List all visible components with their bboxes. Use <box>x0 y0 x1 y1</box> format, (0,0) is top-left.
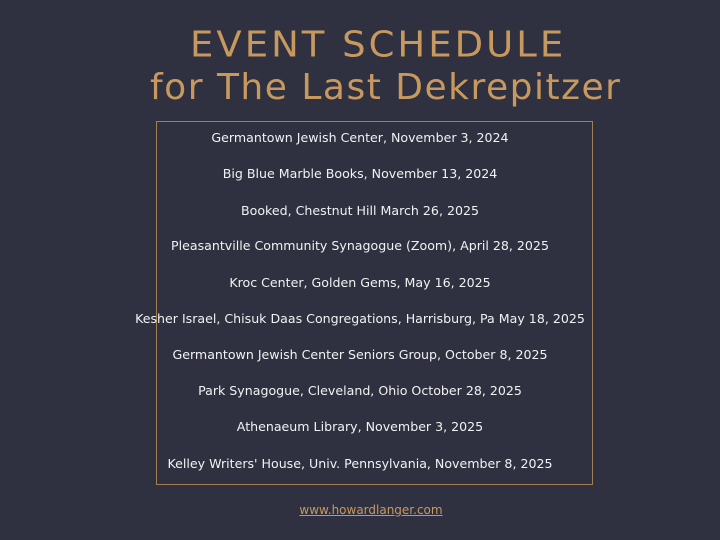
event-item-3: Booked, Chestnut Hill March 26, 2025 <box>240 203 479 218</box>
event-item-7: Germantown Jewish Center Seniors Group, October 8, 2025 <box>172 347 548 362</box>
event-item-1: Germantown Jewish Center, November 3, 2024 <box>211 130 509 145</box>
event-item-9: Athenaeum Library, November 3, 2025 <box>236 419 484 434</box>
event-item-6: Kesher Israel, Chisuk Daas Congregations, Harrisburg, Pa May 18, 2025 <box>135 311 585 326</box>
event-item-10: Kelley Writers' House, Univ. Pennsylvania, November 8, 2025 <box>167 456 553 471</box>
event-item-8: Park Synagogue, Cleveland, Ohio October 28, 2025 <box>198 383 522 398</box>
event-item-2: Big Blue Marble Books, November 13, 2024 <box>222 166 498 181</box>
website-link[interactable]: www.howardlanger.com <box>299 503 443 517</box>
event-item-5: Kroc Center, Golden Gems, May 16, 2025 <box>229 275 491 290</box>
event-item-4: Pleasantville Community Synagogue (Zoom), April 28, 2025 <box>171 238 549 253</box>
title-line-1: EVENT SCHEDULE <box>190 24 567 65</box>
title-line-2: for The Last Dekrepitzer <box>150 67 622 108</box>
